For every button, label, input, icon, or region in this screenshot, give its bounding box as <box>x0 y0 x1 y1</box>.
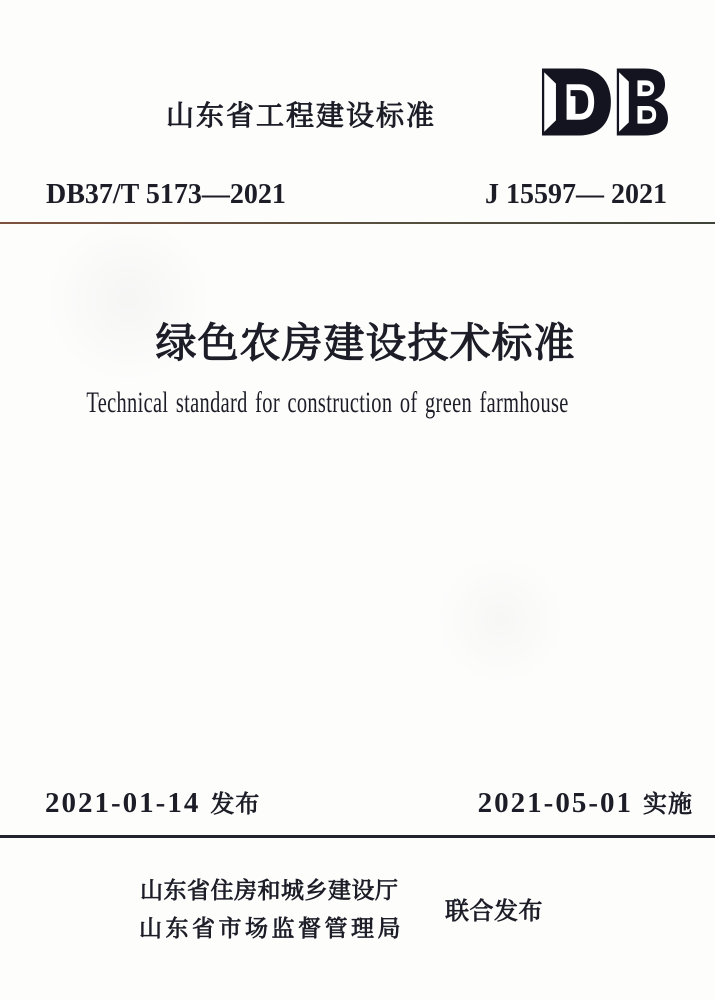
implement-date-label: 实施 <box>643 791 693 818</box>
standard-number-local: DB37/T 5173—2021 <box>46 179 286 210</box>
document-title-zh: 绿色农房建设技术标准 <box>155 320 576 366</box>
standard-number-record: J 15597— 2021 <box>485 179 667 210</box>
joint-release-label: 联合发布 <box>445 898 543 925</box>
publisher-market-bureau: 山东省市场监督管理局 <box>139 915 404 941</box>
db-logo-icon <box>540 64 668 140</box>
issue-date-row <box>45 784 260 820</box>
header-rule <box>0 222 715 224</box>
implement-date-row <box>478 784 693 820</box>
standard-category-label: 山东省工程建设标准 <box>166 100 437 131</box>
implement-date-value: 2021-05-01 <box>477 787 633 819</box>
issue-date-label: 发布 <box>210 791 261 818</box>
issue-date-value: 2021-01-14 <box>45 787 201 819</box>
document-title-en: Technical standard for construction of green farmhouse <box>86 386 569 419</box>
publisher-housing-dept: 山东省住房和城乡建设厅 <box>140 877 399 903</box>
footer-rule <box>0 835 715 838</box>
